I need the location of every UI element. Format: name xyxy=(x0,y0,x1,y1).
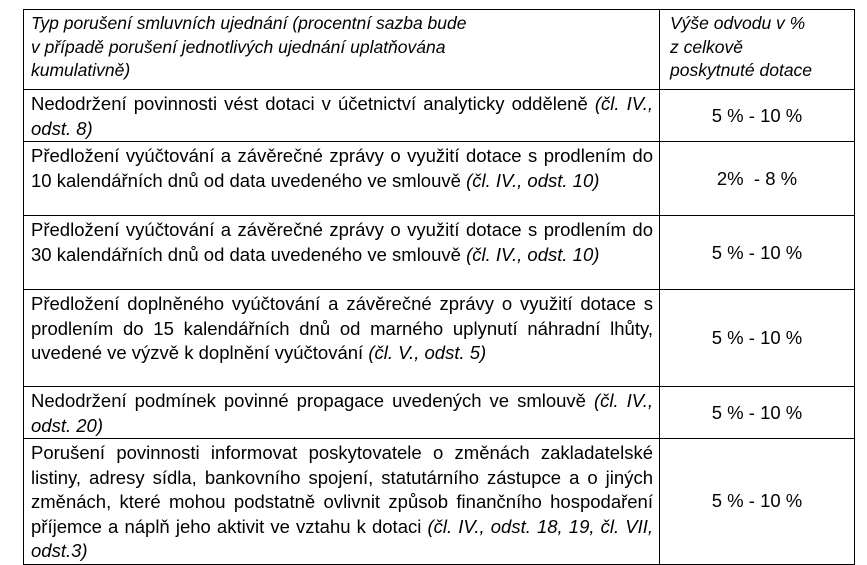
article-reference: (čl. IV., odst. 18, 19, čl. VII, odst.3) xyxy=(31,515,654,561)
article-reference: (čl. IV., odst. 10) xyxy=(466,243,600,265)
header-description-line: v případě porušení jednotlivých ujednání uplatňována xyxy=(31,36,446,57)
levy-rate: 5 % - 10 % xyxy=(660,216,855,290)
violation-description xyxy=(24,290,660,387)
header-value xyxy=(660,10,855,90)
table-row xyxy=(24,387,855,439)
table-row xyxy=(24,290,855,387)
header-description-line: Typ porušení smluvních ujednání (procentní sazba bude xyxy=(31,13,467,33)
violation-text: Porušení povinnosti informovat poskytovatele o změnách zakladatelské listiny, adresy sídla, bankovního spojení, statutárního zástupce a o jiných změnách, které mohou podstatně ovlivnit způsob finančního hospodaření příjemce a náplň jeho aktivit ve vztahu k dotaci xyxy=(31,442,653,537)
violation-text: Předložení vyúčtování a závěrečné zprávy o využití dotace s prodlením do 30 kalendářních dnů od data uvedeného ve smlouvě xyxy=(31,219,653,265)
violation-description xyxy=(24,387,660,439)
levy-rate: 5 % - 10 % xyxy=(660,439,855,565)
violation-description xyxy=(24,90,660,142)
header-value-line: z celkově xyxy=(670,36,743,57)
header-description-line: kumulativně) xyxy=(31,60,131,80)
levy-rate: 2% - 8 % xyxy=(660,142,855,216)
violation-description xyxy=(24,142,660,216)
header-row xyxy=(24,10,855,90)
article-reference: (čl. IV., odst. 8) xyxy=(31,93,653,139)
header-description xyxy=(24,10,660,90)
header-value-line: Výše odvodu v % xyxy=(670,13,806,33)
violation-text: Nedodržení podmínek povinné propagace uvedených ve smlouvě xyxy=(31,390,586,411)
violation-description xyxy=(24,439,660,565)
levy-rate: 5 % - 10 % xyxy=(660,90,855,142)
table-row xyxy=(24,216,855,290)
article-reference: (čl. IV., odst. 20) xyxy=(31,390,654,436)
levy-rate: 5 % - 10 % xyxy=(660,387,855,439)
article-reference: (čl. V., odst. 5) xyxy=(368,342,487,363)
table-row xyxy=(24,90,855,142)
header-value-line: poskytnuté dotace xyxy=(670,60,813,80)
violation-text: Předložení vyúčtování a závěrečné zprávy o využití dotace s prodlením do 10 kalendářních dnů od data uvedeného ve smlouvě xyxy=(31,145,653,191)
table-row xyxy=(24,142,855,216)
levy-rate: 5 % - 10 % xyxy=(660,290,855,387)
article-reference: (čl. IV., odst. 10) xyxy=(466,169,600,191)
penalty-table xyxy=(23,9,855,565)
violation-description xyxy=(24,216,660,290)
violation-text: Předložení doplněného vyúčtování a závěrečné zprávy o využití dotace s prodlením do 15 kalendářních dnů od marného uplynutí náhradní lhůty, uvedené ve výzvě k doplnění vyúčtování xyxy=(31,293,653,363)
table-row xyxy=(24,439,855,565)
violation-text: Nedodržení povinnosti vést dotaci v účetnictví analyticky odděleně xyxy=(31,93,588,114)
